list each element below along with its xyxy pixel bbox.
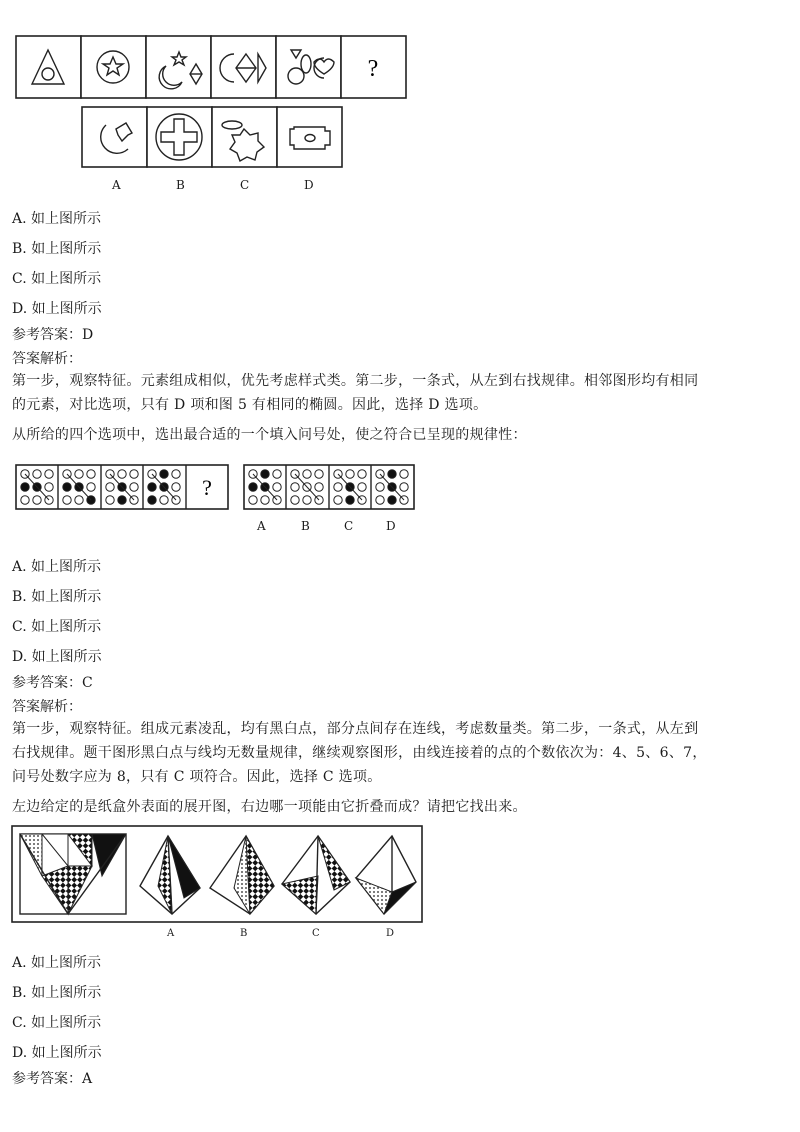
q2-grid-dot (400, 470, 408, 478)
q2-grid-dot (358, 470, 366, 478)
q2-grid-dot (291, 496, 299, 504)
q2-grid-dot (172, 483, 180, 491)
q2-grid-dot (346, 470, 354, 478)
q2-grid-dot (273, 483, 281, 491)
q3-option-label-a: A (167, 928, 175, 939)
q2-grid-dot (273, 470, 281, 478)
q2-grid-dot (388, 496, 396, 504)
q3-answer: 参考答案：A (12, 1071, 93, 1087)
q2-grid-dot (75, 470, 83, 478)
q1-cell-2 (81, 36, 146, 98)
q2-grid-dot (376, 483, 384, 491)
q2-grid-dot (334, 496, 342, 504)
q2-grid-dot (388, 470, 396, 478)
q2-grid-dot (315, 470, 323, 478)
q2-answer: 参考答案：C (12, 675, 93, 691)
q2-option-label-b: B (301, 519, 310, 533)
q1-cell-4 (211, 36, 276, 98)
q1-figure-options (82, 107, 342, 169)
q3-option-c: C. 如上图所示 (12, 1015, 102, 1031)
q1-analysis-title: 答案解析： (12, 351, 82, 367)
q2-grid-dot (261, 470, 269, 478)
q2-grid-dot (118, 470, 126, 478)
q2-option-b: B. 如上图所示 (12, 589, 102, 605)
q2-grid-dot (87, 483, 95, 491)
q1-option-d-figure (277, 107, 342, 167)
q2-grid-dot (148, 483, 156, 491)
q2-option-label-a: A (257, 519, 266, 533)
q2-grid-dot (130, 470, 138, 478)
q2-grid-dot (63, 483, 71, 491)
q2-grid-dot (291, 483, 299, 491)
q1-figure-sequence (16, 36, 406, 100)
q1-analysis-line-1: 第一步，观察特征。元素组成相似，优先考虑样式类。第二步，一条式，从左到右找规律。相邻图形均有相同 (12, 373, 699, 389)
q2-grid-dot (303, 470, 311, 478)
q1-analysis-line-2: 的元素，对比选项，只有 D 项和图 5 有相同的椭圆。因此，选择 D 选项。 (12, 397, 488, 413)
q2-analysis-line-3: 问号处数字应为 8，只有 C 项符合。因此，选择 C 选项。 (12, 769, 382, 785)
q2-question-mark: ? (202, 475, 212, 500)
q2-grid-dot (358, 483, 366, 491)
q3-figure (12, 826, 424, 924)
q3-option-label-d: D (386, 928, 395, 939)
q3-prompt: 左边给定的是纸盒外表面的展开图，右边哪一项能由它折叠而成？请把它找出来。 (12, 799, 527, 815)
q3-option-d: D. 如上图所示 (12, 1045, 102, 1061)
q1-option-label-c: C (240, 178, 250, 192)
q3-option-label-c: C (312, 928, 320, 939)
q2-grid-dot (303, 496, 311, 504)
q1-option-label-a: A (112, 178, 121, 192)
q1-option-b: B. 如上图所示 (12, 241, 102, 257)
q1-question-mark: ? (367, 56, 379, 82)
q2-grid-dot (160, 470, 168, 478)
q2-analysis-title: 答案解析： (12, 699, 82, 715)
q2-grid-dot (334, 483, 342, 491)
q2-option-label-c: C (344, 519, 354, 533)
q2-grid-dot (261, 496, 269, 504)
q1-option-a: A. 如上图所示 (12, 211, 102, 227)
q3-option-b: B. 如上图所示 (12, 985, 102, 1001)
q2-grid-dot (249, 496, 257, 504)
q3-option-a: A. 如上图所示 (12, 955, 102, 971)
q1-option-c: C. 如上图所示 (12, 271, 102, 287)
q1-option-label-d: D (304, 178, 314, 192)
q2-grid-dot (33, 470, 41, 478)
q1-cell-1 (16, 36, 81, 98)
q1-option-a-figure (82, 107, 147, 167)
q1-option-label-b: B (176, 178, 185, 192)
q2-grid-dot (172, 470, 180, 478)
q2-grid-dot (160, 496, 168, 504)
q1-option-d: D. 如上图所示 (12, 301, 102, 317)
q1-answer: 参考答案：D (12, 327, 94, 343)
q2-option-a: A. 如上图所示 (12, 559, 102, 575)
q2-grid-dot (315, 483, 323, 491)
q2-grid-dot (400, 483, 408, 491)
q2-grid-dot (33, 496, 41, 504)
q2-grid-dot (148, 496, 156, 504)
q1-option-b-figure (147, 107, 212, 167)
q1-cell-3 (146, 36, 211, 98)
q2-grid-dot (63, 496, 71, 504)
q2-option-c: C. 如上图所示 (12, 619, 102, 635)
q2-grid-dot (21, 496, 29, 504)
q2-grid-dot (87, 470, 95, 478)
q2-grid-dot (106, 496, 114, 504)
q2-grid-dot (106, 483, 114, 491)
q3-option-label-b: B (240, 928, 248, 939)
q2-option-d: D. 如上图所示 (12, 649, 102, 665)
q2-analysis-line-1: 第一步，观察特征。组成元素凌乱，均有黑白点，部分点间存在连线，考虑数量类。第二步，一条式，从左到 (12, 721, 699, 737)
q1-cell-5 (276, 36, 341, 98)
q2-prompt: 从所给的四个选项中，选出最合适的一个填入问号处，使之符合已呈现的规律性： (12, 427, 527, 443)
q1-cell-question (341, 36, 406, 98)
q2-grid-dot (118, 496, 126, 504)
q2-grid-dot (346, 496, 354, 504)
q2-grid-dot (249, 483, 257, 491)
q2-option-label-d: D (386, 519, 396, 533)
q2-grid-dot (130, 483, 138, 491)
q2-grid-dot (75, 496, 83, 504)
q2-grid-dot (376, 496, 384, 504)
q2-grid-dot (45, 483, 53, 491)
q1-option-c-figure (212, 107, 277, 167)
q2-grid-dot (45, 470, 53, 478)
q2-analysis-line-2: 右找规律。题干图形黑白点与线均无数量规律，继续观察图形，由线连接着的点的个数依次为：4、5、6、7， (12, 745, 707, 761)
q2-grid-dot (21, 483, 29, 491)
q2-figure (16, 465, 416, 513)
